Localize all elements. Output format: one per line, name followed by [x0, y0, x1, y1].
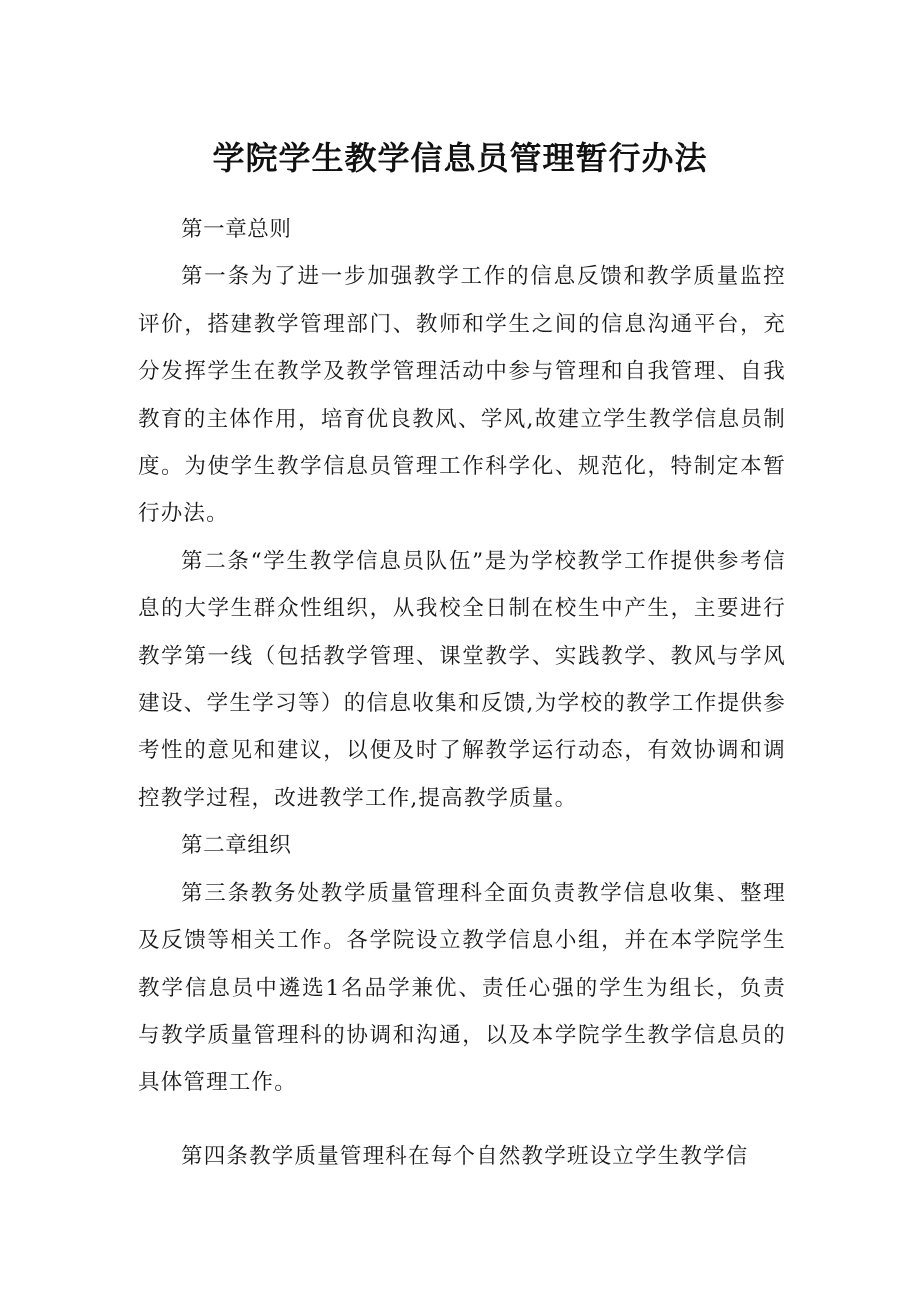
article-1-paragraph: 第一条为了进一步加强教学工作的信息反馈和教学质量监控评价，搭建教学管理部门、教师和学生之间的信息沟通平台，充分发挥学生在教学及教学管理活动中参与管理和自我管理、自我教育的主体作用，培育优良教风、学风,故建立学生教学信息员制度。为使学生教学信息员管理工作科学化、规范化，特制定本暂行办法。 [138, 264, 786, 527]
document-title: 学院学生教学信息员管理暂行办法 [212, 139, 708, 177]
document-body [138, 206, 786, 1180]
article-2-paragraph: 第二条“学生教学信息员队伍”是为学校教学工作提供参考信息的大学生群众性组织，从我校全日制在校生中产生，主要进行教学第一线（包括教学管理、课堂教学、实践教学、教风与学风建设、学生学习等）的信息收集和反馈,为学校的教学工作提供参考性的意见和建议，以便及时了解教学运行动态，有效协调和调控教学过程，改进教学工作,提高教学质量。 [138, 548, 786, 811]
chapter-heading-organization: 第二章组织 [181, 833, 292, 859]
article-4-paragraph: 第四条教学质量管理科在每个自然教学班设立学生教学信 [181, 1143, 749, 1169]
chapter-heading-general: 第一章总则 [181, 217, 292, 242]
article-3-paragraph: 第三条教务处教学质量管理科全面负责教学信息收集、整理及反馈等相关工作。各学院设立教学信息小组，并在本学院学生教学信息员中遴选1名品学兼优、责任心强的学生为组长，负责与教学质量管理科的协调和沟通，以及本学院学生教学信息员的具体管理工作。 [138, 880, 786, 1096]
